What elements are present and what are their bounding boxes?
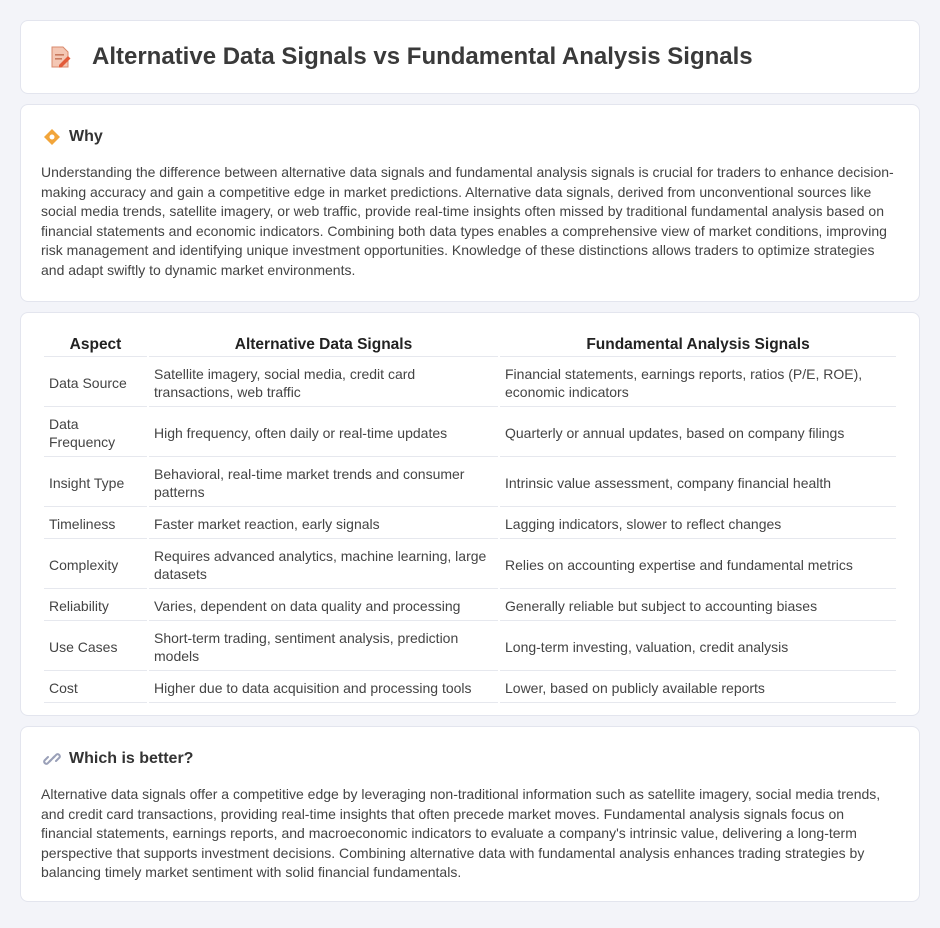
table-cell-alternative: Requires advanced analytics, machine learning, large datasets (149, 541, 498, 589)
table-cell-aspect: Use Cases (44, 623, 147, 671)
table-cell-fundamental: Financial statements, earnings reports, ratios (P/E, ROE), economic indicators (500, 359, 896, 407)
table-cell-fundamental: Intrinsic value assessment, company financial health (500, 459, 896, 507)
table-row (44, 541, 896, 589)
table-cell-aspect: Data Frequency (44, 409, 147, 457)
header-card (20, 20, 920, 94)
document-edit-icon (47, 44, 73, 70)
which-is-better-text: Alternative data signals offer a competitive edge by leveraging non-traditional information such as satellite imagery, social media trends, and credit card transactions, providing real-time insights that often precede market moves. Fundamental analysis signals focus on financial statements, earnings reports, and macroeconomic indicators to evaluate a company's intrinsic value, delivering a long-term perspective that supports investment decisions. Combining alternative data with fundamental analysis enhances trading strategies by balancing timely market sentiment with solid financial fundamentals. (41, 786, 881, 881)
table-row (44, 591, 896, 621)
table-cell-fundamental: Lagging indicators, slower to reflect changes (500, 509, 896, 539)
table-cell-fundamental: Long-term investing, valuation, credit analysis (500, 623, 896, 671)
why-heading: Why (69, 128, 103, 145)
table-cell-aspect: Insight Type (44, 459, 147, 507)
table-cell-fundamental: Lower, based on publicly available reports (500, 673, 896, 703)
table-row (44, 673, 896, 703)
link-icon (43, 750, 61, 768)
comparison-table (42, 333, 898, 705)
why-section (20, 104, 920, 302)
table-cell-alternative: High frequency, often daily or real-time updates (149, 409, 498, 457)
table-header-aspect: Aspect (44, 335, 147, 357)
table-cell-alternative: Varies, dependent on data quality and processing (149, 591, 498, 621)
diamond-bullet-icon (43, 128, 61, 146)
table-cell-aspect: Timeliness (44, 509, 147, 539)
table-cell-aspect: Data Source (44, 359, 147, 407)
table-row (44, 359, 896, 407)
table-row (44, 459, 896, 507)
table-cell-alternative: Satellite imagery, social media, credit card transactions, web traffic (149, 359, 498, 407)
table-cell-alternative: Faster market reaction, early signals (149, 509, 498, 539)
table-cell-aspect: Complexity (44, 541, 147, 589)
table-cell-fundamental: Quarterly or annual updates, based on company filings (500, 409, 896, 457)
table-cell-aspect: Reliability (44, 591, 147, 621)
why-text: Understanding the difference between alternative data signals and fundamental analysis signals is crucial for traders to enhance decision-making accuracy and gain a competitive edge in market predictions. Alternative data signals, derived from unconventional sources like social media trends, satellite imagery, or web traffic, provide real-time insights often missed by traditional fundamental analysis based on financial statements and economic indicators. Combining both data types enables a comprehensive view of market conditions, improving risk management and identifying unique investment opportunities. Knowledge of these distinctions allows traders to optimize strategies and adapt swiftly to dynamic market environments. (41, 164, 894, 278)
table-header-alternative: Alternative Data Signals (149, 335, 498, 357)
which-is-better-section (20, 726, 920, 902)
page-title: Alternative Data Signals vs Fundamental Analysis Signals (92, 43, 753, 70)
table-row (44, 409, 896, 457)
table-cell-alternative: Short-term trading, sentiment analysis, prediction models (149, 623, 498, 671)
table-row (44, 509, 896, 539)
table-cell-fundamental: Relies on accounting expertise and fundamental metrics (500, 541, 896, 589)
table-cell-aspect: Cost (44, 673, 147, 703)
table-row (44, 623, 896, 671)
table-header-fundamental: Fundamental Analysis Signals (500, 335, 896, 357)
table-cell-alternative: Behavioral, real-time market trends and consumer patterns (149, 459, 498, 507)
which-is-better-heading: Which is better? (69, 750, 194, 767)
comparison-table-section (20, 312, 920, 716)
table-cell-alternative: Higher due to data acquisition and processing tools (149, 673, 498, 703)
table-cell-fundamental: Generally reliable but subject to accounting biases (500, 591, 896, 621)
